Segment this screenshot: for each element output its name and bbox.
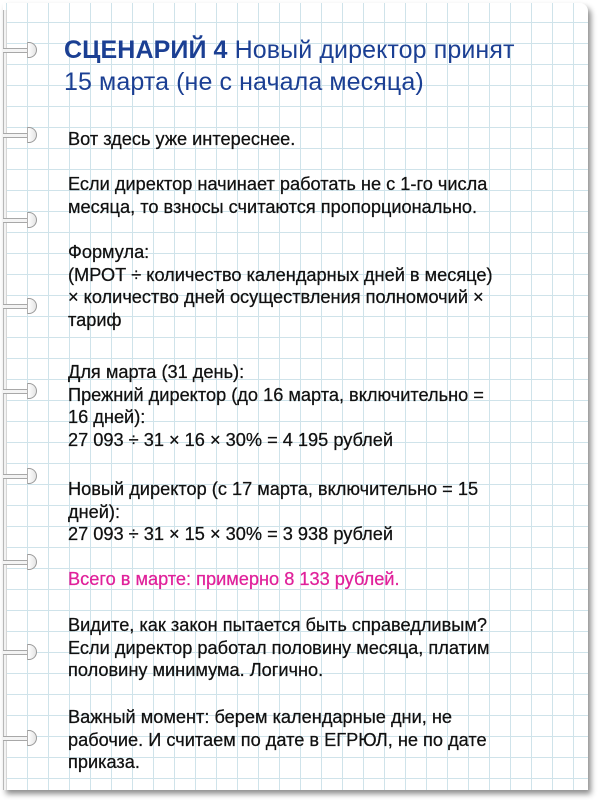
calculation-line: 27 093 ÷ 31 × 15 × 30% = 3 938 рублей (68, 524, 394, 545)
text-line: дней): (68, 501, 121, 522)
binder-ring-icon (3, 730, 37, 746)
calculation-line: 27 093 ÷ 31 × 16 × 30% = 4 195 рублей (68, 429, 394, 450)
binder-ring-icon (3, 554, 37, 570)
title-text-line2: 15 марта (не с начала месяца) (64, 68, 424, 96)
binder-ring-icon (3, 644, 37, 660)
total-highlight: Всего в марте: примерно 8 133 рублей. (68, 569, 400, 589)
text-line: 16 дней): (68, 407, 146, 428)
paragraph-new-director (68, 478, 578, 546)
binder-ring-icon (3, 42, 37, 58)
paragraph-intro (68, 128, 578, 151)
binder-ring-icon (3, 127, 37, 143)
text-line: Если директор начинает работать не с 1-го числа (68, 174, 488, 194)
text-line: рабочие. И считаем по дате в ЕГРЮЛ, не по дате (68, 729, 487, 750)
paragraph-fairness (68, 614, 578, 682)
text-line: Важный момент: берем календарные дни, не (68, 707, 453, 727)
binder-ring-icon (3, 383, 37, 399)
paragraph-formula (68, 241, 578, 331)
formula-heading: Формула: (68, 242, 150, 262)
binder-ring-icon (3, 468, 37, 484)
paragraph-total (68, 568, 578, 591)
binder-ring-icon (3, 298, 37, 314)
text-line: Если директор работал половину месяца, платим (68, 637, 490, 658)
paragraph-important (68, 706, 578, 774)
scenario-label: СЦЕНАРИЙ 4 (64, 36, 228, 64)
text-line: (МРОТ ÷ количество календарных дней в месяце) (68, 264, 493, 285)
binder-ring-icon (3, 212, 37, 228)
page-title (64, 34, 584, 98)
text-line: Для марта (31 день): (68, 362, 245, 382)
text-line: тариф (68, 309, 122, 330)
text-line: Прежний директор (до 16 марта, включительно = (68, 384, 484, 405)
text-line: Видите, как закон пытается быть справедливым? (68, 615, 487, 635)
text-line: × количество дней осуществления полномочий × (68, 287, 484, 308)
text-line: приказа. (68, 752, 140, 773)
text-line: половину минимума. Логично. (68, 660, 324, 681)
paragraph-previous-director (68, 361, 578, 451)
text-line: месяца, то взносы считаются пропорционально. (68, 196, 478, 217)
paragraph-proportional (68, 173, 578, 218)
text-line: Новый директор (с 17 марта, включительно = 15 (68, 479, 479, 499)
title-text-line1: Новый директор принят (227, 36, 515, 64)
text-line: Вот здесь уже интереснее. (68, 129, 296, 149)
